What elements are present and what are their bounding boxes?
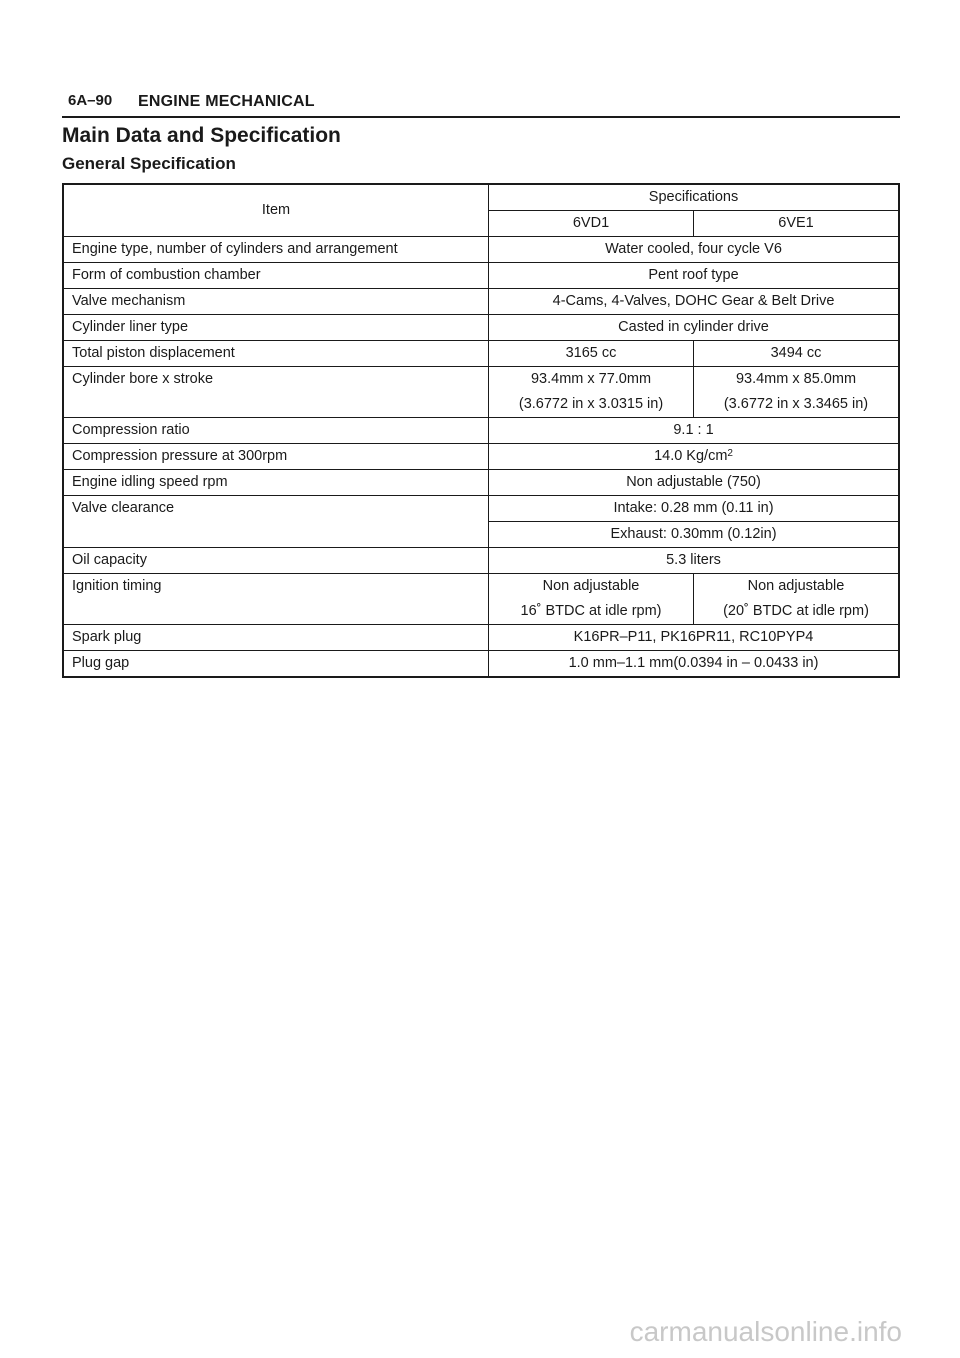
header-item: Item [63,184,489,237]
bore-in-6ve1: (3.6772 in x 3.3465 in) [723,396,869,412]
pressure-value: 14.0 Kg/cm [654,448,728,464]
ignition-line1-6ve1: Non adjustable [747,578,845,594]
header-specifications: Specifications [489,184,899,211]
pressure-unit-superscript: 2 [727,448,733,459]
page-number: 6A–90 [68,92,113,109]
row-value-6vd1: 3165 cc [489,341,694,367]
table-row [63,418,899,444]
row-item: Total piston displacement [63,341,489,367]
row-value: K16PR–P11, PK16PR11, RC10PYP4 [489,625,899,651]
header-model-6vd1: 6VD1 [489,211,694,237]
row-item: Form of combustion chamber [63,263,489,289]
ignition-line2-6ve1: (20˚ BTDC at idle rpm) [723,603,869,619]
table-row [63,237,899,263]
row-value-6ve1: 3494 cc [693,341,899,367]
row-item: Cylinder bore x stroke [63,367,489,418]
row-item: Ignition timing [63,574,489,625]
row-value-6vd1 [489,367,694,418]
table-row [63,470,899,496]
spec-table [62,183,900,678]
table-row [63,548,899,574]
table-row [63,625,899,651]
table-row [63,444,899,470]
watermark: carmanualsonline.info [629,1316,902,1347]
page-header [62,88,900,118]
row-value-intake: Intake: 0.28 mm (0.11 in) [489,496,899,522]
row-value: Non adjustable (750) [489,470,899,496]
row-value: 9.1 : 1 [489,418,899,444]
row-value: 5.3 liters [489,548,899,574]
bore-mm-6vd1: 93.4mm x 77.0mm [530,371,652,387]
row-value-6vd1 [489,574,694,625]
row-item: Compression ratio [63,418,489,444]
section-subtitle: General Specification [62,154,236,173]
row-value: Pent roof type [489,263,899,289]
table-row [63,341,899,367]
table-row [63,496,899,522]
row-value-exhaust: Exhaust: 0.30mm (0.12in) [489,522,899,548]
row-value-6ve1 [693,367,899,418]
row-value-6ve1 [693,574,899,625]
row-item: Valve mechanism [63,289,489,315]
row-item: Oil capacity [63,548,489,574]
table-row [63,574,899,625]
row-item: Valve clearance [63,496,489,548]
row-item: Engine type, number of cylinders and arrangement [63,237,489,263]
bore-mm-6ve1: 93.4mm x 85.0mm [735,371,857,387]
row-item: Plug gap [63,651,489,678]
table-row [63,289,899,315]
header-model-6ve1: 6VE1 [693,211,899,237]
row-item: Compression pressure at 300rpm [63,444,489,470]
section-title: ENGINE MECHANICAL [138,93,315,110]
table-row [63,263,899,289]
ignition-line2-6vd1: 16˚ BTDC at idle rpm) [520,603,662,619]
row-value: 1.0 mm–1.1 mm(0.0394 in – 0.0433 in) [489,651,899,678]
row-item: Spark plug [63,625,489,651]
row-value: 4-Cams, 4-Valves, DOHC Gear & Belt Drive [489,289,899,315]
ignition-line1-6vd1: Non adjustable [542,578,640,594]
bore-in-6vd1: (3.6772 in x 3.0315 in) [518,396,664,412]
row-value: Water cooled, four cycle V6 [489,237,899,263]
table-row [63,651,899,678]
page-title: Main Data and Specification [62,124,341,147]
row-value: Casted in cylinder drive [489,315,899,341]
row-value [489,444,899,470]
table-header-row [63,184,899,211]
table-row [63,367,899,418]
row-item: Engine idling speed rpm [63,470,489,496]
row-item: Cylinder liner type [63,315,489,341]
table-row [63,315,899,341]
